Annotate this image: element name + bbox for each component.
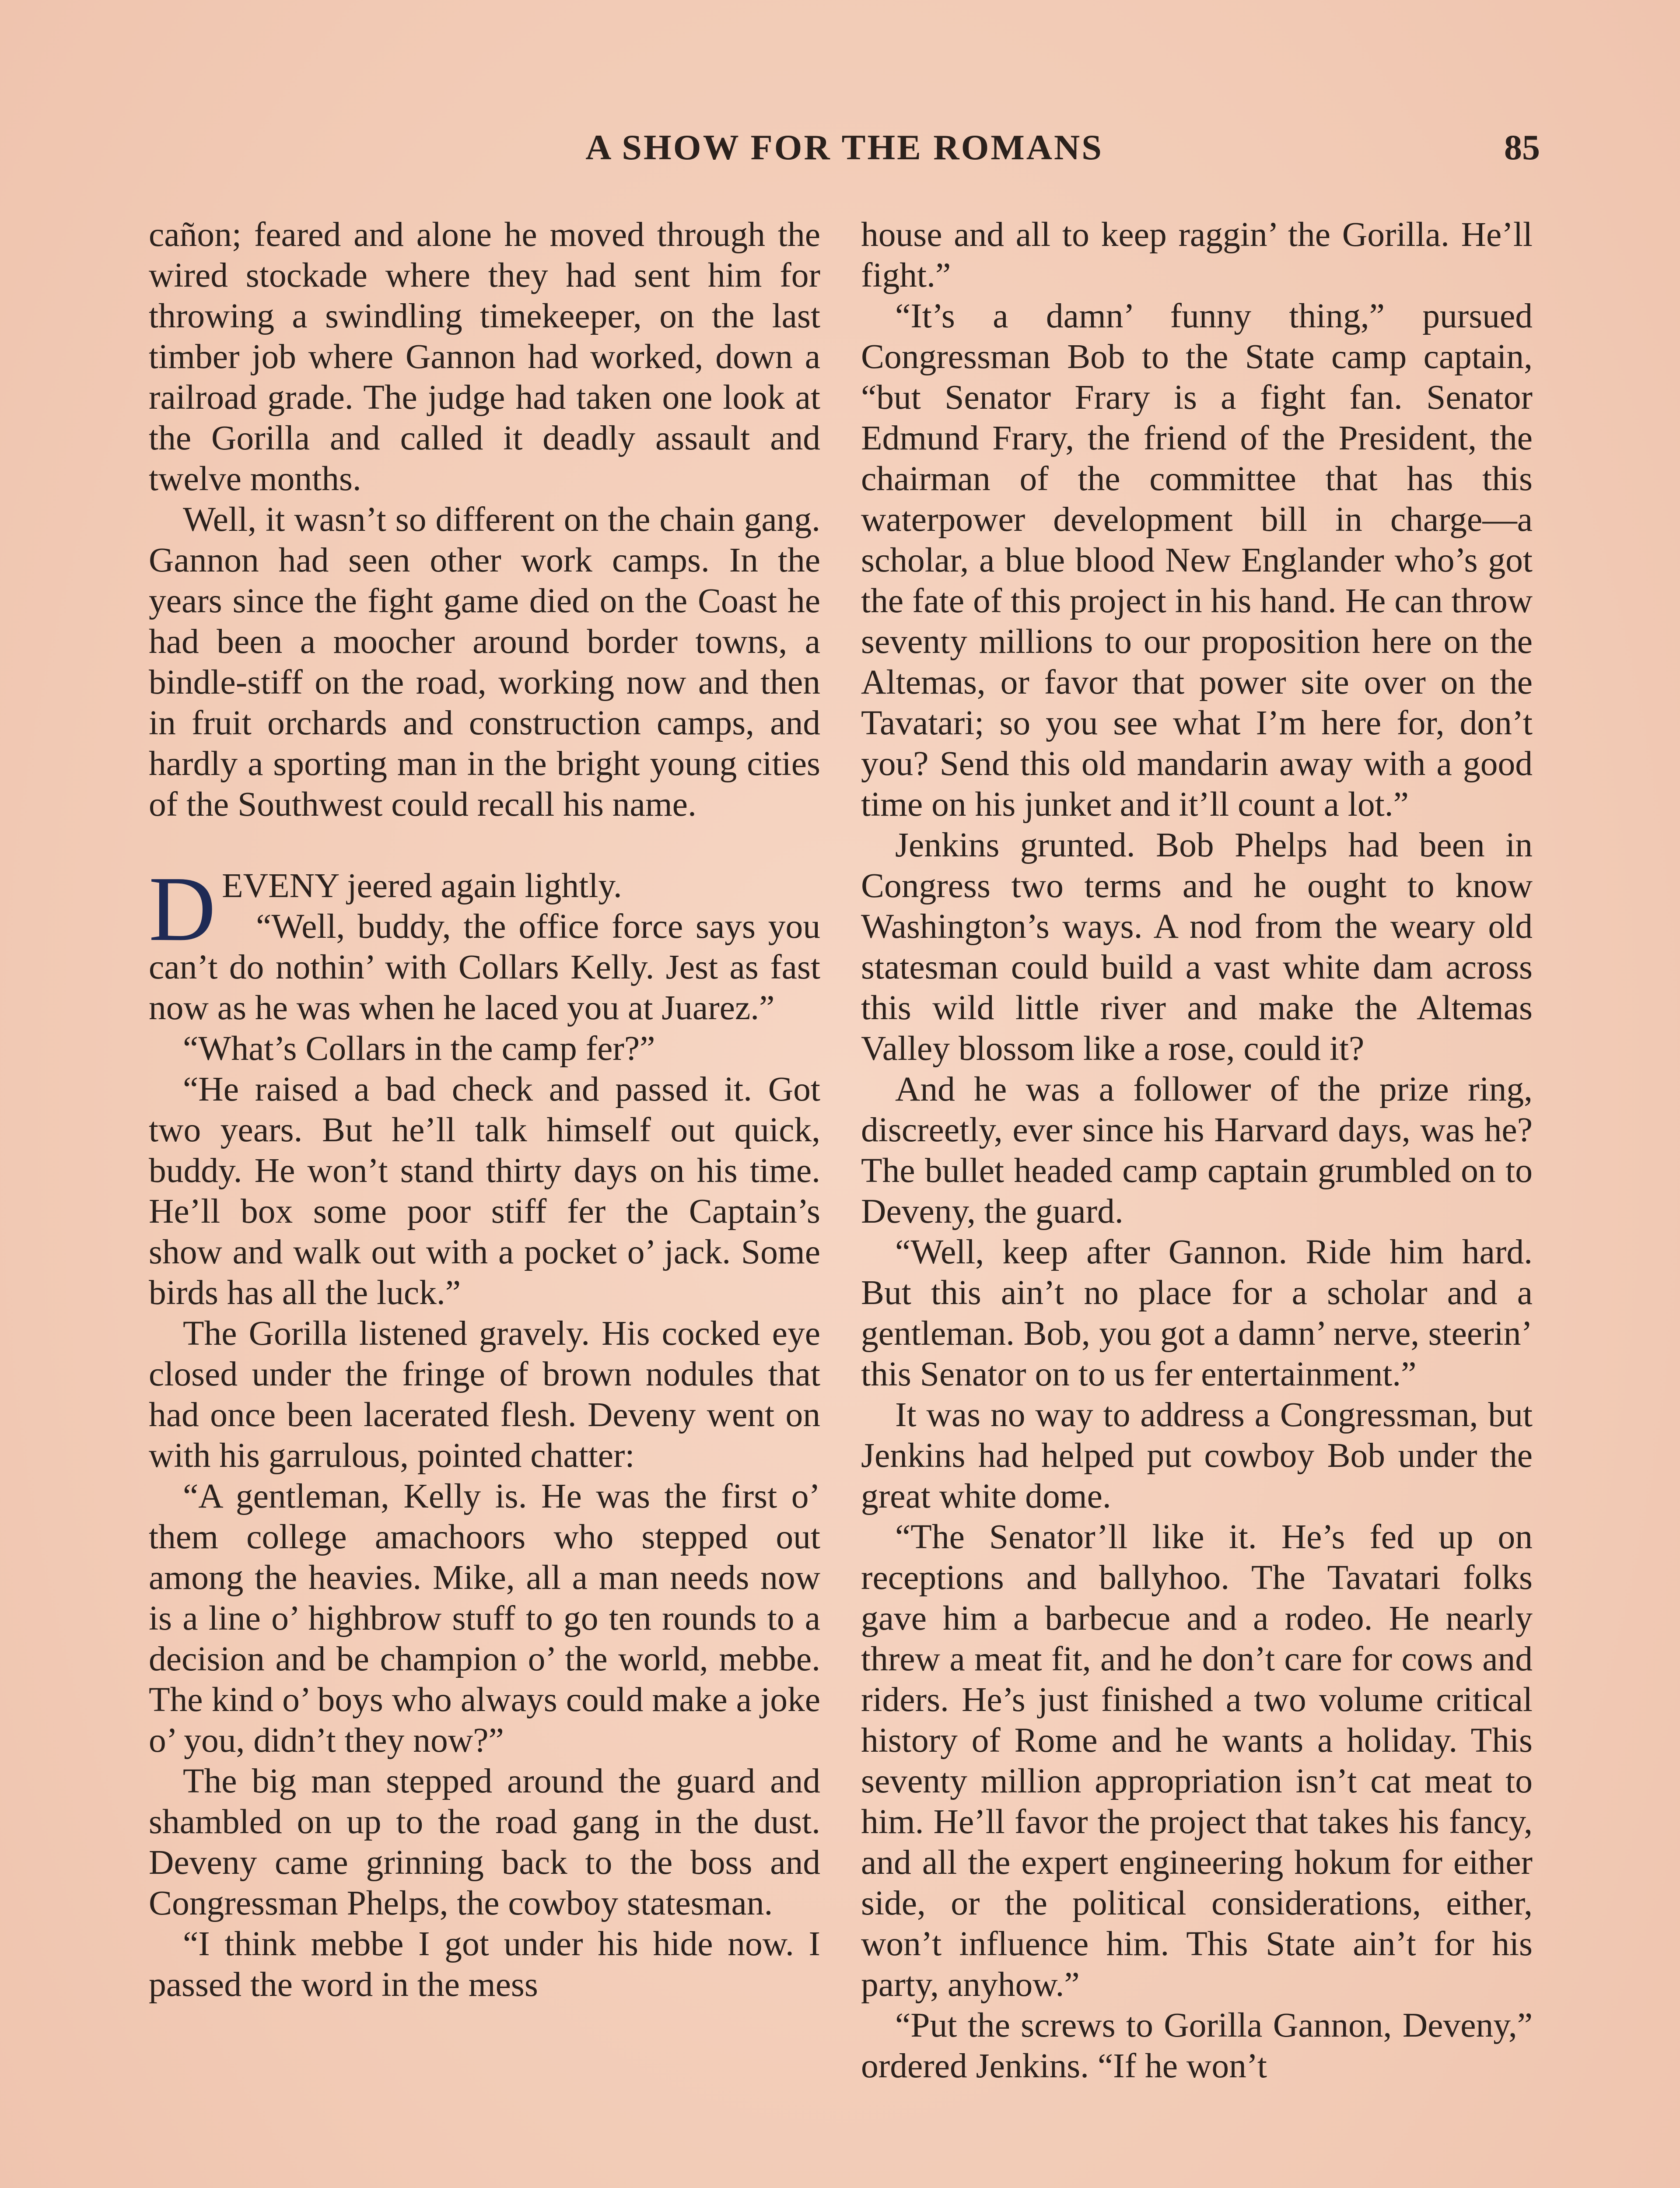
paragraph: The Gorilla listened gravely. His cocked eye closed under the fringe of brown nodules that had once been lacerated flesh. Deveny went on with his garrulous, pointed chatter: — [149, 1314, 820, 1475]
paragraph: “Well, keep after Gannon. Ride him hard. But this ain’t no place for a scholar and a gentleman. Bob, you got a damn’ nerve, steerin’ this Senator on to us fer entertainment.” — [861, 1233, 1533, 1393]
paragraph: “I think mebbe I got under his hide now. I passed the word in the mess — [149, 1925, 820, 2004]
paragraph-with-dropcap — [149, 857, 820, 960]
paragraph: “It’s a damn’ funny thing,” pursued Congressman Bob to the State camp captain, “but Senator Frary is a fight fan. Senator Edmund Frary, the friend of the President, the chairman of the committee that has this waterpower development bill in charge—a scholar, a blue blood New Englander who’s got the fate of this project in his hand. He can throw seventy millions to our proposition here on the Altemas, or favor that power site over on the Tavatari; so you see what I’m here for, don’t you? Send this old mandarin away with a good time on his junket and it’ll count a lot.” — [861, 297, 1533, 824]
page-title: A SHOW FOR THE ROMANS — [585, 127, 1103, 167]
paragraph: cañon; feared and alone he moved through the wired stockade where they had sent him for throwing a swindling timekeeper, on the last timber job where Gannon had worked, down a railroad grade. The judge had taken one look at the Gorilla and called it deadly assault and twelve months. — [149, 215, 820, 498]
paragraph: house and all to keep raggin’ the Gorilla. He’ll fight.” — [861, 215, 1533, 295]
left-column — [149, 214, 820, 2005]
dropcap-paragraph-text: EVENY jeered again lightly. — [222, 866, 622, 905]
paragraph: And he was a follower of the prize ring, discreetly, ever since his Harvard days, was he? The bullet headed camp captain grumbled on to Deveny, the guard. — [861, 1070, 1533, 1231]
paragraph: “Put the screws to Gorilla Gannon, Deveny,” ordered Jenkins. “If he won’t — [861, 2006, 1533, 2085]
drop-cap: D — [149, 857, 216, 960]
paragraph: Well, it wasn’t so different on the chain gang. Gannon had seen other work camps. In the years since the fight game died on the Coast he had been a moocher around border towns, a bindle-stiff on the road, working now and then in fruit orchards and construction camps, and hardly a sporting man in the bright young cities of the Southwest could recall his name. — [149, 500, 820, 824]
running-header — [149, 127, 1540, 175]
paragraph: “A gentleman, Kelly is. He was the first o’ them college amachoors who stepped out among the heavies. Mike, all a man needs now is a line o’ highbrow stuff to go ten rounds to a decision and be champion o’ the world, mebbe. The kind o’ boys who always could make a joke o’ you, didn’t they now?” — [149, 1477, 820, 1760]
paragraph: Jenkins grunted. Bob Phelps had been in Congress two terms and he ought to know Washington’s ways. A nod from the weary old statesman could build a vast white dam across this wild little river and make the Altemas Valley blossom like a rose, could it? — [861, 826, 1533, 1068]
paragraph: It was no way to address a Congressman, but Jenkins had helped put cowboy Bob under the great white dome. — [861, 1396, 1533, 1515]
paragraph: “Well, buddy, the office force says you can’t do nothin’ with Collars Kelly. Jest as fast now as he was when he laced you at Juarez.” — [149, 907, 820, 1027]
right-column — [861, 214, 1533, 2086]
paragraph: The big man stepped around the guard and shambled on up to the road gang in the dust. Deveny came grinning back to the boss and Congressman Phelps, the cowboy statesman. — [149, 1762, 820, 1922]
paragraph: “The Senator’ll like it. He’s fed up on receptions and ballyhoo. The Tavatari folks gave him a barbecue and a rodeo. He nearly threw a meat fit, and he don’t care for cows and riders. He’s just finished a two volume critical history of Rome and he wants a holiday. This seventy million appropriation isn’t cat meat to him. He’ll favor the project that takes his fancy, and all the expert engineering hokum for either side, or the political considerations, either, won’t influence him. This State ain’t for his party, anyhow.” — [861, 1518, 1533, 2004]
paragraph: “What’s Collars in the camp fer?” — [183, 1029, 655, 1068]
page-number: 85 — [1504, 127, 1540, 167]
paragraph: “He raised a bad check and passed it. Got two years. But he’ll talk himself out quick, buddy. He won’t stand thirty days on his time. He’ll box some poor stiff fer the Captain’s show and walk out with a pocket o’ jack. Some birds has all the luck.” — [149, 1070, 820, 1312]
